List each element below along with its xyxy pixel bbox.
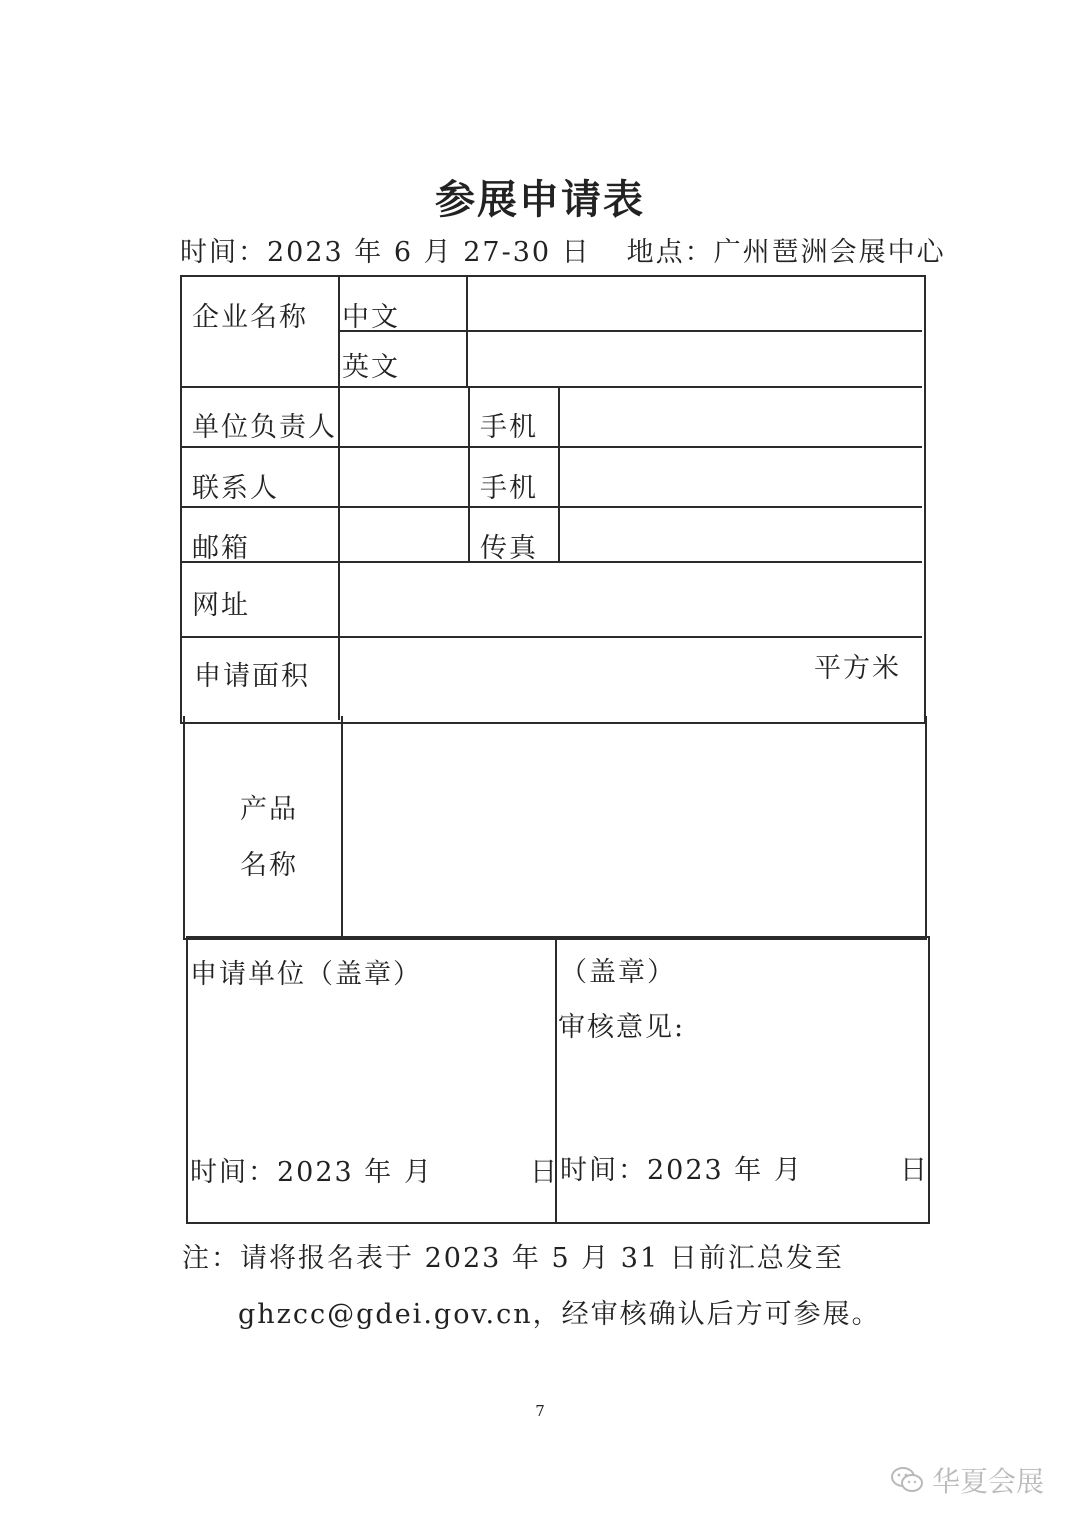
wechat-icon [890,1466,924,1494]
divider [180,386,922,388]
divider [466,275,468,388]
divider [180,561,922,563]
left-date-day: 日 [530,1157,559,1188]
page-number: 7 [535,1402,545,1420]
left-date-label: 时间：2023 年 [190,1157,394,1188]
product-label-line2: 名称 [240,850,298,881]
divider [558,386,560,563]
review-label: 审核意见: [558,1012,686,1043]
divider [180,506,922,508]
divider [468,386,470,563]
left-date-month: 月 [404,1157,433,1188]
watermark-text: 华夏会展 [931,1465,1044,1498]
product-label-line1: 产品 [240,794,298,825]
area-unit: 平方米 [814,653,901,684]
right-date-month: 月 [774,1155,803,1186]
applicant-seal-label: 申请单位（盖章） [190,959,422,990]
event-time: 时间：2023 年 6 月 27-30 日 [180,237,591,268]
fax-label: 传真 [480,533,538,564]
event-place: 地点：广州琶洲会展中心 [626,237,946,268]
mobile-label-2: 手机 [480,473,538,504]
right-date-label: 时间：2023 年 [560,1155,764,1186]
event-info [180,230,946,269]
seal-label: （盖章） [560,957,676,988]
area-label: 申请面积 [194,661,310,692]
watermark [890,1460,1044,1500]
form-title: 参展申请表 [435,177,645,223]
contact-label: 联系人 [192,473,279,504]
website-label: 网址 [192,590,250,621]
divider [180,636,922,638]
unit-head-label: 单位负责人 [192,412,337,443]
mobile-label-1: 手机 [480,412,538,443]
chinese-label: 中文 [342,302,400,333]
divider [180,446,922,448]
divider [338,330,922,332]
divider [341,716,343,938]
divider [338,275,340,720]
note-line-2: ghzcc@gdei.gov.cn，经审核确认后方可参展。 [238,1299,881,1330]
english-label: 英文 [342,352,400,383]
right-date-day: 日 [900,1155,929,1186]
note-line-1: 注：请将报名表于 2023 年 5 月 31 日前汇总发至 [182,1243,844,1274]
company-name-label: 企业名称 [192,302,308,333]
email-label: 邮箱 [192,533,250,564]
product-name-box [183,716,927,940]
